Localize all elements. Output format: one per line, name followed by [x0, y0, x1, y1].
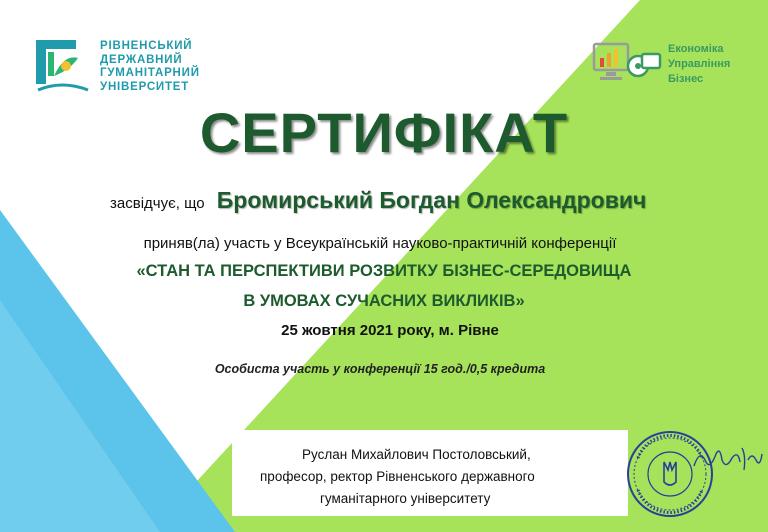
certifies-line [110, 187, 646, 214]
recipient-name: Бромирський Богдан Олександрович [216, 187, 647, 213]
department-name-line: Економіка [668, 43, 724, 55]
certifies-prefix: засвідчує, що [110, 195, 205, 212]
signatory-block [232, 444, 628, 510]
department-name-line: Управління [668, 58, 731, 70]
signatory-position: професор, ректор Рівненського державного [260, 469, 535, 484]
university-name-line: УНІВЕРСИТЕТ [100, 80, 190, 93]
university-name-line: ДЕРЖАВНИЙ [100, 53, 183, 66]
department-name-line: Бізнес [668, 73, 704, 85]
signatory-institution: гуманітарного університету [320, 491, 491, 506]
participation-line: приняв(ла) участь у Всеукраїнській науково-практичній конференції [143, 235, 617, 252]
university-logo-icon [32, 36, 92, 96]
signatory-name: Руслан Михайлович Постоловський, [302, 447, 531, 462]
university-name-line: РІВНЕНСЬКИЙ [100, 40, 193, 52]
university-name-line: ГУМАНІТАРНИЙ [100, 67, 200, 79]
date-place: 25 жовтня 2021 року, м. Рівне [281, 322, 499, 339]
conference-title-line-1: «СТАН ТА ПЕРСПЕКТИВИ РОЗВИТКУ БІЗНЕС-СЕРЕДОВИЩА [136, 262, 632, 280]
department-name [668, 42, 730, 87]
chart-monitor-logo-icon [592, 42, 664, 86]
certificate-title: СЕРТИФІКАТ [199, 101, 569, 164]
credits-note: Особиста участь у конференції 15 год./0,5 кредита [214, 362, 546, 376]
conference-title-line-2: В УМОВАХ СУЧАСНИХ ВИКЛИКІВ» [243, 292, 525, 310]
handwritten-signature-icon [690, 440, 764, 476]
university-name [100, 40, 200, 94]
